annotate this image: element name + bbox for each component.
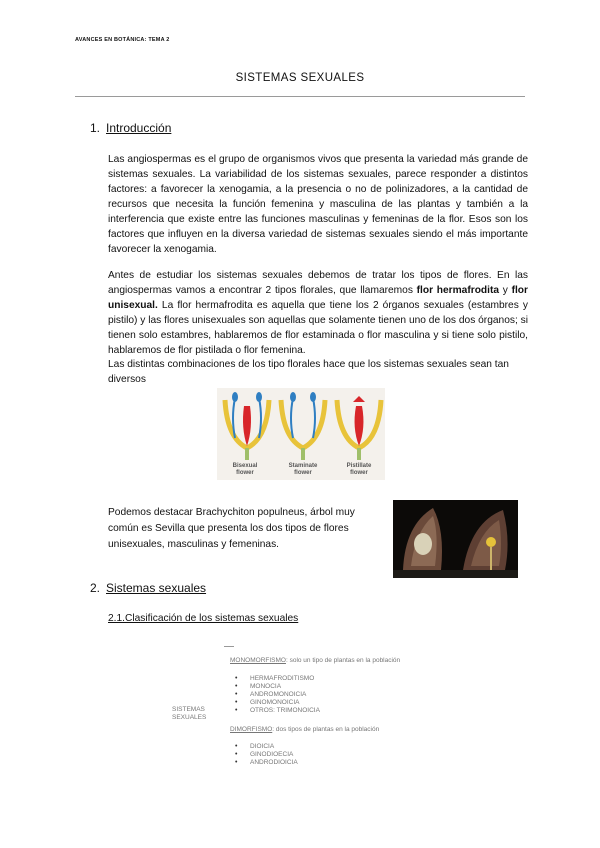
dimorfismo-list xyxy=(230,743,379,767)
subsection-heading: 2.1.Clasificación de los sistemas sexuales xyxy=(108,613,299,624)
staminate-flower-label xyxy=(275,463,331,477)
label-line: Staminate xyxy=(288,463,318,469)
label-line: flower xyxy=(294,470,312,476)
label-line: flower xyxy=(236,470,254,476)
brachychiton-photo xyxy=(393,500,518,578)
label-line: Pistillate xyxy=(346,463,372,469)
group-description: : solo un tipo de plantas en la población xyxy=(285,657,401,664)
section-number: 1. xyxy=(90,121,101,135)
intro-paragraph-1: Las angiospermas es el grupo de organismos vivos que presenta la variedad más grande de sistemas sexuales. La variabilidad de los sistemas sexuales, parece responder a distintos factores: a favorecer la xenogamia, a la presencia o no de polinizadores, a la cantidad de recursos que necesita la función femenina y masculina de las plantas y también a la interferencia que existe entre las funciones masculinas y femeninas de la flor. Esos son los factores que influyen en la diversa variedad de sistemas sexuales siendo el más importante favorecer la xenogamia. xyxy=(108,154,528,255)
list-item: • HERMAFRODITISMO xyxy=(230,675,400,683)
running-header: AVANCES EN BOTÁNICA: TEMA 2 xyxy=(75,37,170,43)
dimorfismo-group xyxy=(230,726,379,767)
list-item: • GINODIOECIA xyxy=(230,751,379,759)
bisexual-flower-label xyxy=(219,463,271,477)
title-divider xyxy=(75,96,525,97)
document-title: SISTEMAS SEXUALES xyxy=(235,72,365,84)
flower-types-figure xyxy=(217,388,385,480)
list-item: • ANDROMONOICIA xyxy=(230,691,400,699)
pistillate-flower-label xyxy=(333,463,385,477)
group-description: : dos tipos de plantas en la población xyxy=(272,726,380,733)
list-item: • MONOCIA xyxy=(230,683,400,691)
monomorfismo-definition xyxy=(230,657,400,665)
brachychiton-flower-photo xyxy=(393,500,518,578)
text-run: y xyxy=(499,285,512,296)
intro-paragraph-2 xyxy=(108,268,528,358)
diagram-mark xyxy=(224,646,234,647)
list-item: • GINOMONOICIA xyxy=(230,699,400,707)
label-line: flower xyxy=(350,470,368,476)
list-item: • DIOICIA xyxy=(230,743,379,751)
text-run: Antes de estudiar los sistemas sexuales debemos de tratar los tipos de flores. En las angiospermas vamos a encontrar 2 tipos florales, que llamaremos xyxy=(108,270,528,296)
section-heading-sistemas-sexuales xyxy=(90,581,206,595)
root-line: SEXUALES xyxy=(172,714,207,721)
dimorfismo-definition xyxy=(230,726,379,734)
brachychiton-paragraph: Podemos destacar Brachychiton populneus, árbol muy común es Sevilla que presenta los dos tipos de flores unisexuales, masculinas y femeninas. xyxy=(108,507,355,550)
intro-paragraph-3: Las distintas combinaciones de los tipo florales hace que los sistemas sexuales sean tan diversos xyxy=(108,359,509,385)
root-line: SISTEMAS xyxy=(172,706,205,713)
section-number: 2. xyxy=(90,581,101,595)
section-title: Sistemas sexuales xyxy=(106,581,207,595)
classification-root xyxy=(172,706,206,722)
section-title: Introducción xyxy=(106,121,172,135)
group-term: DIMORFISMO xyxy=(230,726,273,733)
label-line: Bisexual xyxy=(232,463,258,469)
section-heading-introduccion xyxy=(90,121,171,135)
monomorfismo-list xyxy=(230,675,400,715)
term-flor-hermafrodita: flor hermafrodita xyxy=(416,285,500,296)
term-flor-unisexual: flor unisexual. xyxy=(108,285,528,311)
list-item: • OTROS: TRIMONOICIA xyxy=(230,707,400,715)
text-run: La flor hermafrodita es aquella que tiene los 2 órganos sexuales (estambres y pistilo) y las flores unisexuales son aquellas que solamente tienen uno de los dos órganos; si tienen solo estambres, hablaremos de flor estaminada o flor masculina y si tiene solo pistilo, hablaremos de flor pistilada o flor femenina. xyxy=(108,300,528,356)
list-item: • ANDRODIOICIA xyxy=(230,759,379,767)
group-term: MONOMORFISMO xyxy=(230,657,286,664)
monomorfismo-group xyxy=(230,657,400,715)
